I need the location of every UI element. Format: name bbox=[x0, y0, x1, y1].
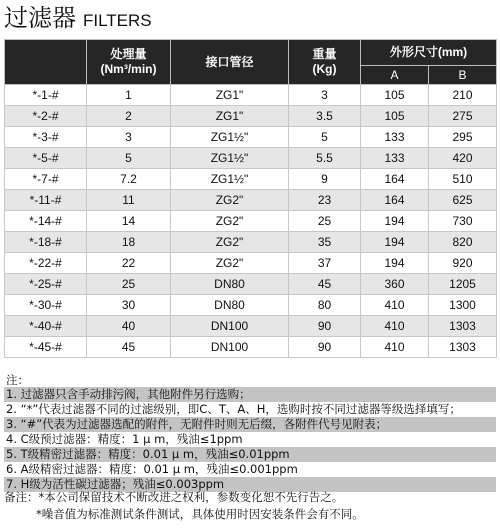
header-weight: 重量 (Kg) bbox=[289, 40, 361, 85]
cell-pipe-size: ZG1" bbox=[171, 85, 289, 106]
header-pipe-size: 接口管径 bbox=[171, 40, 289, 85]
cell-dim-a: 410 bbox=[361, 295, 429, 316]
cell-pipe-size: ZG2" bbox=[171, 190, 289, 211]
cell-dim-b: 510 bbox=[429, 169, 497, 190]
filters-spec-table bbox=[4, 39, 497, 358]
cell-weight: 45 bbox=[289, 274, 361, 295]
cell-dim-a: 194 bbox=[361, 232, 429, 253]
cell-pipe-size: DN100 bbox=[171, 316, 289, 337]
table-row bbox=[5, 337, 497, 358]
header-dimensions: 外形尺寸(mm) bbox=[361, 40, 497, 66]
cell-model: *-1-# bbox=[5, 85, 87, 106]
cell-flow: 2 bbox=[87, 106, 171, 127]
cell-flow: 14 bbox=[87, 211, 171, 232]
cell-flow: 40 bbox=[87, 316, 171, 337]
cell-dim-a: 105 bbox=[361, 85, 429, 106]
remarks-section bbox=[4, 489, 496, 523]
cell-dim-b: 1303 bbox=[429, 337, 497, 358]
table-row bbox=[5, 127, 497, 148]
header-dim-a: A bbox=[361, 66, 429, 85]
table-row bbox=[5, 169, 497, 190]
cell-pipe-size: DN80 bbox=[171, 295, 289, 316]
remark-line-2: *噪音值为标准测试条件测试，具体使用时因安装条件会有不同。 bbox=[36, 507, 364, 521]
remark-line-1: 备注：*本公司保留技术不断改进之权利，参数变化恕不先行告之。 bbox=[4, 490, 344, 504]
table-row bbox=[5, 316, 497, 337]
cell-flow: 22 bbox=[87, 253, 171, 274]
cell-model: *-5-# bbox=[5, 148, 87, 169]
cell-pipe-size: ZG2" bbox=[171, 253, 289, 274]
cell-pipe-size: ZG1" bbox=[171, 106, 289, 127]
cell-flow: 11 bbox=[87, 190, 171, 211]
header-dim-b: B bbox=[429, 66, 497, 85]
cell-weight: 25 bbox=[289, 211, 361, 232]
cell-model: *-11-# bbox=[5, 190, 87, 211]
table-row bbox=[5, 148, 497, 169]
cell-pipe-size: DN100 bbox=[171, 337, 289, 358]
cell-pipe-size: ZG1½" bbox=[171, 127, 289, 148]
cell-dim-a: 105 bbox=[361, 106, 429, 127]
cell-weight: 80 bbox=[289, 295, 361, 316]
cell-dim-a: 164 bbox=[361, 190, 429, 211]
cell-dim-b: 1303 bbox=[429, 316, 497, 337]
cell-flow: 1 bbox=[87, 85, 171, 106]
cell-flow: 25 bbox=[87, 274, 171, 295]
cell-dim-a: 194 bbox=[361, 253, 429, 274]
note-item: 4. C级预过滤器：精度：1 μ m，残油≤1ppm bbox=[4, 432, 496, 447]
cell-dim-b: 420 bbox=[429, 148, 497, 169]
cell-dim-b: 1300 bbox=[429, 295, 497, 316]
title-chinese: 过滤器 bbox=[4, 4, 76, 32]
table-row bbox=[5, 106, 497, 127]
title-row bbox=[4, 4, 152, 32]
cell-weight: 90 bbox=[289, 316, 361, 337]
notes-section bbox=[4, 373, 496, 492]
cell-flow: 18 bbox=[87, 232, 171, 253]
cell-dim-b: 625 bbox=[429, 190, 497, 211]
cell-model: *-14-# bbox=[5, 211, 87, 232]
cell-dim-b: 275 bbox=[429, 106, 497, 127]
cell-dim-a: 133 bbox=[361, 127, 429, 148]
cell-flow: 3 bbox=[87, 127, 171, 148]
cell-model: *-45-# bbox=[5, 337, 87, 358]
table-row bbox=[5, 295, 497, 316]
note-item: 1. 过滤器只含手动排污阀，其他附件另行选购； bbox=[4, 387, 496, 402]
cell-weight: 3 bbox=[289, 85, 361, 106]
header-flow: 处理量 (Nm³/min) bbox=[87, 40, 171, 85]
table-row bbox=[5, 253, 497, 274]
cell-model: *-25-# bbox=[5, 274, 87, 295]
header-model bbox=[5, 40, 87, 85]
table-row bbox=[5, 85, 497, 106]
cell-weight: 37 bbox=[289, 253, 361, 274]
cell-pipe-size: ZG2" bbox=[171, 232, 289, 253]
table-row bbox=[5, 211, 497, 232]
cell-weight: 3.5 bbox=[289, 106, 361, 127]
note-item: 5. T级精密过滤器：精度：0.01 μ m，残油≤0.01ppm bbox=[4, 447, 496, 462]
cell-weight: 23 bbox=[289, 190, 361, 211]
cell-dim-a: 410 bbox=[361, 316, 429, 337]
note-item: 2. “*”代表过滤器不同的过滤级别，即C、T、A、H，选购时按不同过滤器等级选择填写； bbox=[4, 402, 496, 417]
cell-pipe-size: ZG1½" bbox=[171, 148, 289, 169]
note-item: 3. “#”代表为过滤器选配的附件，无附件时则无后缀，各附件代号见附表； bbox=[4, 417, 496, 432]
cell-pipe-size: DN80 bbox=[171, 274, 289, 295]
cell-dim-b: 210 bbox=[429, 85, 497, 106]
cell-dim-b: 730 bbox=[429, 211, 497, 232]
cell-dim-b: 820 bbox=[429, 232, 497, 253]
cell-dim-a: 360 bbox=[361, 274, 429, 295]
title-english: FILTERS bbox=[83, 11, 152, 30]
cell-model: *-3-# bbox=[5, 127, 87, 148]
cell-weight: 35 bbox=[289, 232, 361, 253]
note-item: 7. H级为活性碳过滤器；残油≤0.003ppm bbox=[4, 477, 496, 492]
cell-weight: 90 bbox=[289, 337, 361, 358]
cell-weight: 9 bbox=[289, 169, 361, 190]
cell-dim-b: 1205 bbox=[429, 274, 497, 295]
cell-dim-a: 133 bbox=[361, 148, 429, 169]
cell-model: *-18-# bbox=[5, 232, 87, 253]
cell-flow: 5 bbox=[87, 148, 171, 169]
cell-model: *-22-# bbox=[5, 253, 87, 274]
cell-flow: 7.2 bbox=[87, 169, 171, 190]
cell-model: *-7-# bbox=[5, 169, 87, 190]
cell-dim-a: 194 bbox=[361, 211, 429, 232]
note-item: 6. A级精密过滤器：精度：0.01 μ m，残油≤0.001ppm bbox=[4, 462, 496, 477]
cell-dim-a: 164 bbox=[361, 169, 429, 190]
cell-pipe-size: ZG2" bbox=[171, 211, 289, 232]
cell-weight: 5.5 bbox=[289, 148, 361, 169]
cell-dim-b: 920 bbox=[429, 253, 497, 274]
cell-model: *-30-# bbox=[5, 295, 87, 316]
cell-model: *-40-# bbox=[5, 316, 87, 337]
cell-flow: 45 bbox=[87, 337, 171, 358]
cell-pipe-size: ZG1½" bbox=[171, 169, 289, 190]
table-row bbox=[5, 190, 497, 211]
cell-weight: 5 bbox=[289, 127, 361, 148]
cell-dim-a: 410 bbox=[361, 337, 429, 358]
cell-dim-b: 295 bbox=[429, 127, 497, 148]
notes-heading: 注： bbox=[6, 373, 29, 387]
table-row bbox=[5, 232, 497, 253]
cell-model: *-2-# bbox=[5, 106, 87, 127]
table-row bbox=[5, 274, 497, 295]
cell-flow: 30 bbox=[87, 295, 171, 316]
